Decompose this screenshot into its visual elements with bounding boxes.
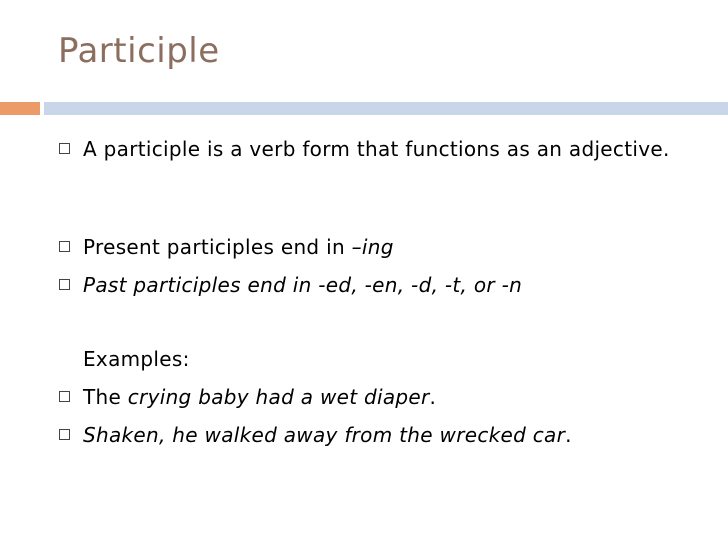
accent-bar-blue [44, 102, 728, 115]
square-bullet-icon [59, 241, 70, 252]
bullet-text-plain: Present participles end in [83, 235, 352, 259]
bullet-text-italic: crying baby had a wet diaper [127, 385, 430, 409]
slide-title: Participle [58, 31, 220, 71]
examples-label: Examples: [83, 347, 190, 371]
square-bullet-icon [59, 429, 70, 440]
bullet-text-italic: –ing [351, 235, 394, 259]
bullet-text-plain: . [565, 423, 572, 447]
square-bullet-icon [59, 143, 70, 154]
accent-bar-orange [0, 102, 40, 115]
square-bullet-icon [59, 279, 70, 290]
bullet-text: A participle is a verb form that functions as an adjective. [83, 137, 670, 161]
bullet-text [83, 423, 703, 448]
bullet-text [83, 385, 703, 410]
square-bullet-icon [59, 391, 70, 402]
bullet-text: Past participles end in -ed, -en, -d, -t, or -n [83, 273, 523, 297]
bullet-text-plain: . [429, 385, 437, 409]
bullet-text-italic: Shaken, he walked away from the wrecked car [83, 423, 566, 447]
bullet-text-plain: The [83, 385, 128, 409]
bullet-text [83, 235, 703, 260]
